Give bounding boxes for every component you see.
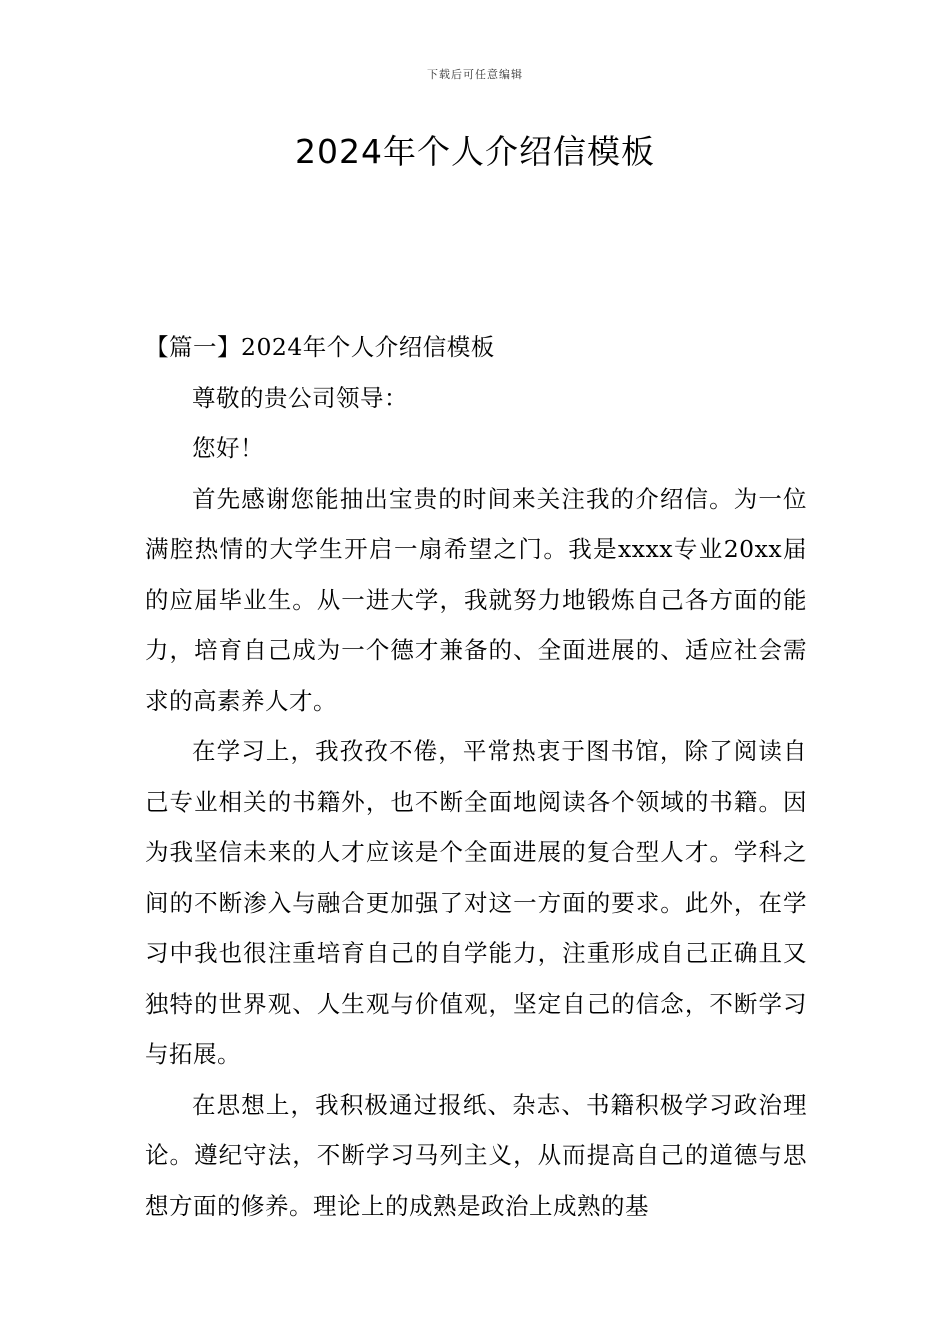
document-title: 2024年个人介绍信模板 [295, 132, 655, 171]
document-body [145, 322, 807, 1231]
paragraph: 首先感谢您能抽出宝贵的时间来关注我的介绍信。为一位满腔热情的大学生开启一扇希望之门。我是xxxx专业20xx届的应届毕业生。从一进大学，我就努力地锻炼自己各方面的能力，培育自己成为一个德才兼备的、全面进展的、适应社会需求的高素养人才。 [145, 484, 807, 715]
greeting: 您好！ [192, 434, 264, 462]
header-note: 下载后可任意编辑 [427, 68, 523, 81]
paragraph: 在学习上，我孜孜不倦，平常热衷于图书馆，除了阅读自己专业相关的书籍外，也不断全面地阅读各个领域的书籍。因为我坚信未来的人才应该是个全面进展的复合型人才。学科之间的不断渗入与融合更加强了对这一方面的要求。此外，在学习中我也很注重培育自己的自学能力，注重形成自己正确且又独特的世界观、人生观与价值观，坚定自己的信念，不断学习与拓展。 [145, 737, 807, 1068]
salutation: 尊敬的贵公司领导： [192, 383, 408, 412]
paragraph: 在思想上，我积极通过报纸、杂志、书籍积极学习政治理论。遵纪守法，不断学习马列主义，从而提高自己的道德与思想方面的修养。理论上的成熟是政治上成熟的基 [145, 1090, 807, 1220]
section-heading: 【篇一】2024年个人介绍信模板 [145, 333, 495, 361]
